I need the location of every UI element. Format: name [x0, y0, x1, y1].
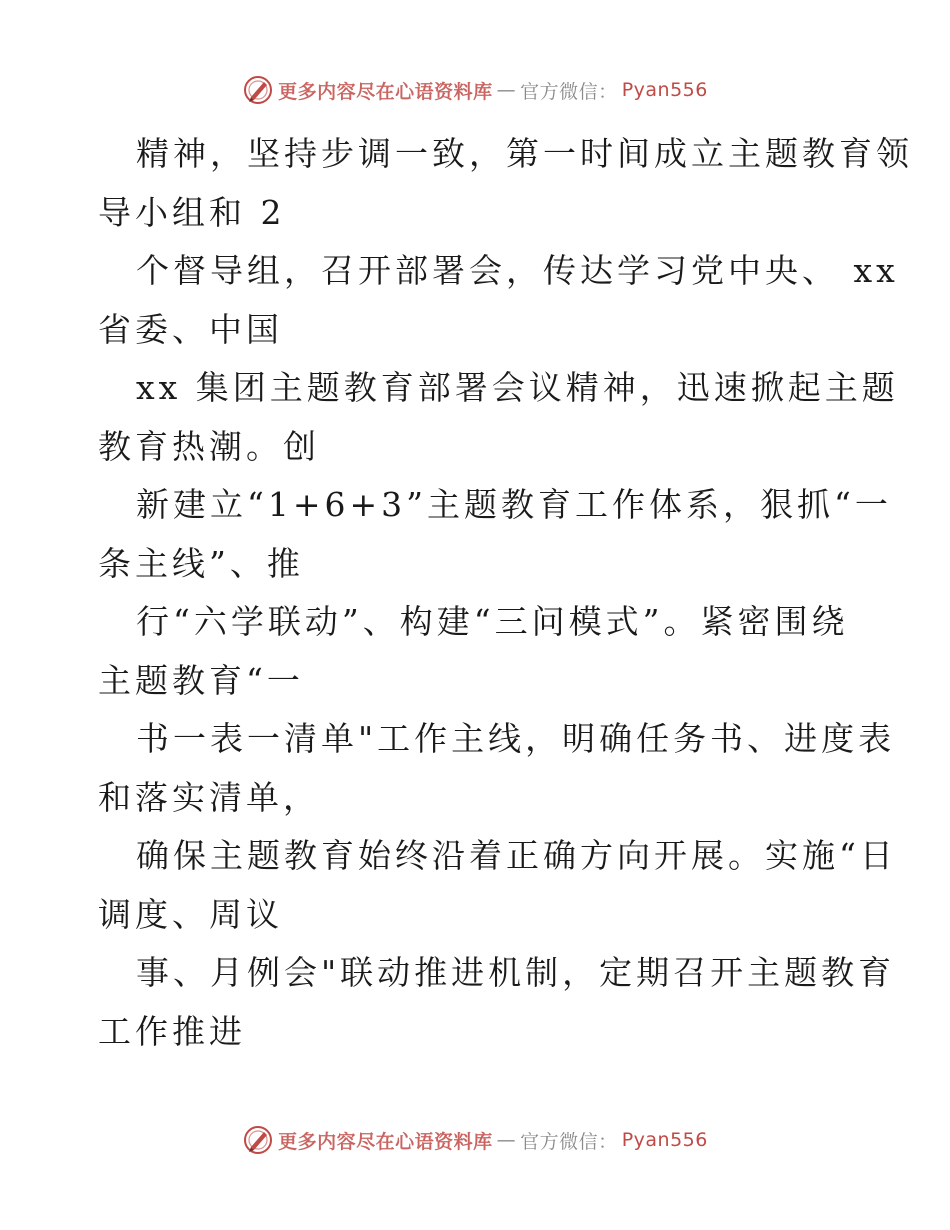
footer-banner: [0, 1120, 950, 1160]
text-line: 事、月例会"联动推进机制，定期召开主题教育: [136, 953, 896, 992]
text-line: xx 集团主题教育部署会议精神，迅速掀起主题: [136, 368, 899, 407]
text-line: 条主线”、推: [98, 543, 304, 583]
banner-separator: —: [496, 1129, 517, 1151]
pen-logo-icon: [242, 74, 274, 106]
text-line: 行“六学联动”、构建“三问模式”。紧密围绕: [136, 602, 849, 641]
document-body: [98, 125, 913, 1061]
text-line: 新建立“1+6+3”主题教育工作体系，狠抓“一: [136, 485, 892, 524]
wechat-label: 官方微信：: [520, 1130, 618, 1153]
text-line: 精神，坚持步调一致，第一时间成立主题教育领: [136, 134, 913, 173]
site-name: 更多内容尽在心语资料库: [278, 1130, 493, 1153]
text-line: 主题教育“一: [98, 660, 304, 700]
header-banner-content: [242, 74, 708, 106]
text-line: 和落实清单，: [98, 777, 320, 817]
pen-logo-icon: [242, 1124, 274, 1156]
wechat-label: 官方微信：: [520, 80, 618, 103]
text-line: 导小组和 2: [98, 192, 286, 232]
header-banner: [0, 70, 950, 110]
text-line: 工作推进: [98, 1011, 246, 1051]
text-line: 调度、周议: [98, 894, 283, 934]
wechat-id: Pyan556: [621, 1129, 708, 1151]
text-line: 确保主题教育始终沿着正确方向开展。实施“日: [136, 836, 897, 875]
text-line: 个督导组，召开部署会，传达学习党中央、 xx: [136, 251, 899, 290]
site-name: 更多内容尽在心语资料库: [278, 80, 493, 103]
wechat-id: Pyan556: [621, 79, 708, 101]
text-line: 教育热潮。创: [98, 426, 320, 466]
text-line: 省委、中国: [98, 309, 283, 349]
footer-banner-content: [242, 1124, 708, 1156]
banner-separator: —: [496, 79, 517, 101]
text-line: 书一表一清单"工作主线，明确任务书、进度表: [136, 719, 896, 758]
